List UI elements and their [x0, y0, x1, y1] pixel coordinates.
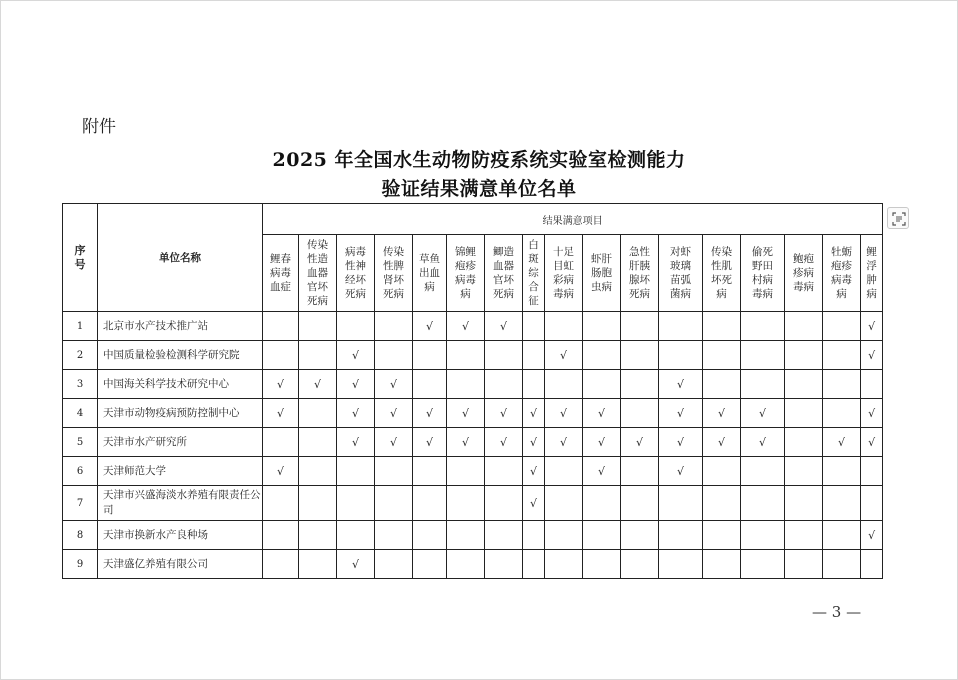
row-check-cell: √ — [583, 399, 621, 428]
row-check-cell — [659, 521, 703, 550]
row-check-cell — [703, 312, 741, 341]
row-check-cell — [703, 550, 741, 579]
row-check-cell: √ — [703, 399, 741, 428]
row-check-cell — [413, 486, 447, 521]
row-check-cell — [823, 399, 861, 428]
row-unit-name: 天津市兴盛海淡水养殖有限责任公司 — [98, 486, 263, 521]
row-check-cell — [337, 486, 375, 521]
row-seq: 9 — [63, 550, 98, 579]
row-check-cell: √ — [741, 399, 785, 428]
row-check-cell: √ — [523, 428, 545, 457]
row-check-cell — [823, 457, 861, 486]
row-check-cell — [299, 399, 337, 428]
row-check-cell — [485, 341, 523, 370]
row-check-cell — [375, 312, 413, 341]
table-row — [63, 370, 883, 399]
row-check-cell — [785, 370, 823, 399]
row-unit-name: 天津市换新水产良种场 — [98, 521, 263, 550]
row-check-cell: √ — [337, 550, 375, 579]
row-check-cell — [741, 521, 785, 550]
row-unit-name: 北京市水产技术推广站 — [98, 312, 263, 341]
table-body — [63, 312, 883, 579]
row-check-cell — [861, 457, 883, 486]
row-check-cell — [703, 486, 741, 521]
table-row — [63, 341, 883, 370]
row-check-cell: √ — [375, 399, 413, 428]
row-check-cell — [785, 486, 823, 521]
row-unit-name: 中国海关科学技术研究中心 — [98, 370, 263, 399]
row-check-cell — [741, 486, 785, 521]
group-header: 结果满意项目 — [263, 204, 883, 235]
column-header-9 — [545, 235, 583, 312]
column-header-label: 锦鲤疱疹病毒病 — [455, 246, 476, 300]
row-check-cell — [375, 457, 413, 486]
row-check-cell: √ — [583, 428, 621, 457]
row-check-cell — [447, 550, 485, 579]
row-check-cell: √ — [447, 428, 485, 457]
row-seq: 4 — [63, 399, 98, 428]
row-check-cell: √ — [545, 428, 583, 457]
row-check-cell — [703, 521, 741, 550]
row-check-cell: √ — [659, 457, 703, 486]
table-row — [63, 428, 883, 457]
row-unit-name: 天津市动物疫病预防控制中心 — [98, 399, 263, 428]
row-check-cell — [823, 486, 861, 521]
row-seq: 3 — [63, 370, 98, 399]
row-check-cell — [413, 341, 447, 370]
column-header-label: 传染性肌坏死病 — [711, 246, 732, 300]
results-table — [62, 203, 883, 579]
row-seq: 5 — [63, 428, 98, 457]
row-check-cell: √ — [861, 312, 883, 341]
row-check-cell — [583, 370, 621, 399]
title-line-2: 验证结果满意单位名单 — [381, 178, 577, 200]
row-check-cell — [583, 341, 621, 370]
name-header: 单位名称 — [98, 204, 263, 312]
row-check-cell: √ — [823, 428, 861, 457]
row-check-cell — [545, 521, 583, 550]
column-header-label: 传染性造血器官坏死病 — [307, 239, 328, 307]
column-header-10 — [583, 235, 621, 312]
row-check-cell: √ — [523, 457, 545, 486]
column-header-label: 十足目虹彩病毒病 — [553, 246, 574, 300]
row-check-cell — [375, 341, 413, 370]
row-check-cell: √ — [523, 399, 545, 428]
row-check-cell — [823, 550, 861, 579]
row-check-cell: √ — [583, 457, 621, 486]
row-check-cell: √ — [413, 399, 447, 428]
row-check-cell — [375, 550, 413, 579]
row-check-cell — [785, 312, 823, 341]
row-check-cell — [659, 312, 703, 341]
row-check-cell — [621, 341, 659, 370]
row-check-cell — [741, 457, 785, 486]
seq-header: 序号 — [63, 204, 98, 312]
row-check-cell — [447, 486, 485, 521]
column-header-8 — [523, 235, 545, 312]
column-header-label: 对虾玻璃苗弧菌病 — [670, 246, 691, 300]
row-check-cell — [621, 486, 659, 521]
row-check-cell: √ — [299, 370, 337, 399]
ocr-scan-icon[interactable] — [887, 207, 909, 229]
table-row — [63, 550, 883, 579]
row-check-cell: √ — [545, 399, 583, 428]
row-seq: 6 — [63, 457, 98, 486]
row-seq: 8 — [63, 521, 98, 550]
row-check-cell — [583, 521, 621, 550]
row-check-cell — [583, 312, 621, 341]
row-check-cell — [299, 457, 337, 486]
row-check-cell — [375, 486, 413, 521]
row-check-cell: √ — [485, 428, 523, 457]
row-check-cell: √ — [447, 312, 485, 341]
column-header-17 — [861, 235, 883, 312]
row-check-cell: √ — [413, 312, 447, 341]
column-header-16 — [823, 235, 861, 312]
column-header-label: 传染性脾肾坏死病 — [383, 246, 404, 300]
row-check-cell — [447, 457, 485, 486]
row-seq: 1 — [63, 312, 98, 341]
row-check-cell — [823, 370, 861, 399]
column-header-7 — [485, 235, 523, 312]
row-check-cell — [823, 312, 861, 341]
column-header-5 — [413, 235, 447, 312]
row-check-cell: √ — [861, 428, 883, 457]
column-header-2 — [299, 235, 337, 312]
row-check-cell — [485, 457, 523, 486]
table-row — [63, 312, 883, 341]
column-header-11 — [621, 235, 659, 312]
row-check-cell — [523, 312, 545, 341]
row-check-cell — [263, 341, 299, 370]
row-unit-name: 天津师范大学 — [98, 457, 263, 486]
row-check-cell — [659, 486, 703, 521]
row-check-cell — [545, 370, 583, 399]
column-header-label: 白斑综合征 — [528, 239, 539, 307]
title-line-1: 2025 年全国水生动物防疫系统实验室检测能力 — [272, 149, 686, 171]
row-check-cell — [523, 521, 545, 550]
table-row — [63, 486, 883, 521]
row-check-cell — [659, 341, 703, 370]
row-check-cell — [583, 550, 621, 579]
column-header-1 — [263, 235, 299, 312]
row-check-cell: √ — [703, 428, 741, 457]
row-check-cell — [545, 550, 583, 579]
row-check-cell — [263, 550, 299, 579]
row-unit-name: 天津盛亿养殖有限公司 — [98, 550, 263, 579]
row-check-cell — [741, 550, 785, 579]
row-check-cell — [413, 370, 447, 399]
row-check-cell — [447, 521, 485, 550]
column-header-label: 鲤春病毒血症 — [270, 253, 291, 293]
row-check-cell — [299, 312, 337, 341]
row-check-cell — [263, 312, 299, 341]
row-check-cell — [785, 341, 823, 370]
column-header-label: 鲍疱疹病毒病 — [793, 253, 814, 293]
row-check-cell: √ — [413, 428, 447, 457]
row-unit-name: 天津市水产研究所 — [98, 428, 263, 457]
row-check-cell: √ — [337, 341, 375, 370]
row-check-cell: √ — [659, 428, 703, 457]
row-check-cell — [823, 341, 861, 370]
row-seq: 2 — [63, 341, 98, 370]
row-check-cell — [545, 486, 583, 521]
row-check-cell — [299, 550, 337, 579]
column-header-label: 牡蛎疱疹病毒病 — [831, 246, 852, 300]
row-check-cell — [337, 521, 375, 550]
row-unit-name: 中国质量检验检测科学研究院 — [98, 341, 263, 370]
row-check-cell — [621, 312, 659, 341]
row-check-cell: √ — [263, 399, 299, 428]
table-row — [63, 457, 883, 486]
row-check-cell — [703, 370, 741, 399]
column-header-label: 草鱼出血病 — [419, 253, 440, 293]
row-check-cell — [621, 457, 659, 486]
row-check-cell: √ — [861, 399, 883, 428]
row-check-cell: √ — [375, 428, 413, 457]
row-check-cell — [337, 312, 375, 341]
row-check-cell — [299, 486, 337, 521]
row-check-cell — [785, 457, 823, 486]
column-header-12 — [659, 235, 703, 312]
row-check-cell — [741, 312, 785, 341]
row-check-cell — [263, 428, 299, 457]
row-check-cell — [545, 457, 583, 486]
row-check-cell — [741, 341, 785, 370]
attachment-label: 附件 — [82, 117, 116, 137]
row-check-cell: √ — [337, 370, 375, 399]
row-check-cell: √ — [337, 428, 375, 457]
row-check-cell — [299, 341, 337, 370]
column-header-label: 急性肝胰腺坏死病 — [629, 246, 650, 300]
row-check-cell — [861, 486, 883, 521]
row-check-cell — [583, 486, 621, 521]
column-header-label: 偷死野田村病毒病 — [752, 246, 773, 300]
row-check-cell — [375, 521, 413, 550]
row-check-cell — [861, 370, 883, 399]
row-check-cell: √ — [659, 399, 703, 428]
row-check-cell — [785, 521, 823, 550]
row-check-cell: √ — [523, 486, 545, 521]
row-check-cell — [485, 550, 523, 579]
row-check-cell: √ — [659, 370, 703, 399]
row-check-cell — [785, 428, 823, 457]
row-check-cell — [485, 521, 523, 550]
row-check-cell: √ — [447, 399, 485, 428]
row-check-cell: √ — [263, 370, 299, 399]
column-header-label: 鲫造血器官坏死病 — [493, 246, 514, 300]
row-check-cell — [523, 341, 545, 370]
row-check-cell: √ — [861, 341, 883, 370]
row-check-cell: √ — [375, 370, 413, 399]
row-check-cell: √ — [621, 428, 659, 457]
page-number: — 3 — — [812, 603, 862, 621]
row-check-cell — [785, 550, 823, 579]
row-check-cell — [621, 370, 659, 399]
row-check-cell: √ — [545, 341, 583, 370]
row-check-cell — [485, 486, 523, 521]
row-check-cell: √ — [741, 428, 785, 457]
row-check-cell — [263, 486, 299, 521]
row-check-cell — [741, 370, 785, 399]
row-check-cell — [263, 521, 299, 550]
row-check-cell: √ — [485, 312, 523, 341]
row-check-cell — [621, 550, 659, 579]
row-check-cell — [703, 341, 741, 370]
column-header-15 — [785, 235, 823, 312]
row-check-cell — [659, 550, 703, 579]
row-check-cell — [413, 457, 447, 486]
row-check-cell: √ — [485, 399, 523, 428]
row-check-cell — [523, 370, 545, 399]
row-check-cell — [823, 521, 861, 550]
row-check-cell — [621, 521, 659, 550]
row-check-cell — [523, 550, 545, 579]
row-check-cell — [785, 399, 823, 428]
column-header-label: 病毒性神经坏死病 — [345, 246, 366, 300]
row-check-cell — [413, 550, 447, 579]
column-header-13 — [703, 235, 741, 312]
row-check-cell — [447, 341, 485, 370]
row-check-cell — [703, 457, 741, 486]
row-check-cell — [621, 399, 659, 428]
column-header-4 — [375, 235, 413, 312]
column-header-3 — [337, 235, 375, 312]
row-check-cell — [485, 370, 523, 399]
row-check-cell — [337, 457, 375, 486]
row-check-cell: √ — [337, 399, 375, 428]
row-check-cell — [545, 312, 583, 341]
column-header-label: 虾肝肠胞虫病 — [591, 253, 612, 293]
table-row — [63, 399, 883, 428]
row-check-cell — [299, 521, 337, 550]
table-row — [63, 521, 883, 550]
column-header-6 — [447, 235, 485, 312]
row-check-cell — [447, 370, 485, 399]
column-header-label: 鲤浮肿病 — [866, 246, 877, 300]
row-check-cell: √ — [263, 457, 299, 486]
row-check-cell: √ — [861, 521, 883, 550]
row-check-cell — [861, 550, 883, 579]
row-seq: 7 — [63, 486, 98, 521]
row-check-cell — [299, 428, 337, 457]
row-check-cell — [413, 521, 447, 550]
column-header-14 — [741, 235, 785, 312]
